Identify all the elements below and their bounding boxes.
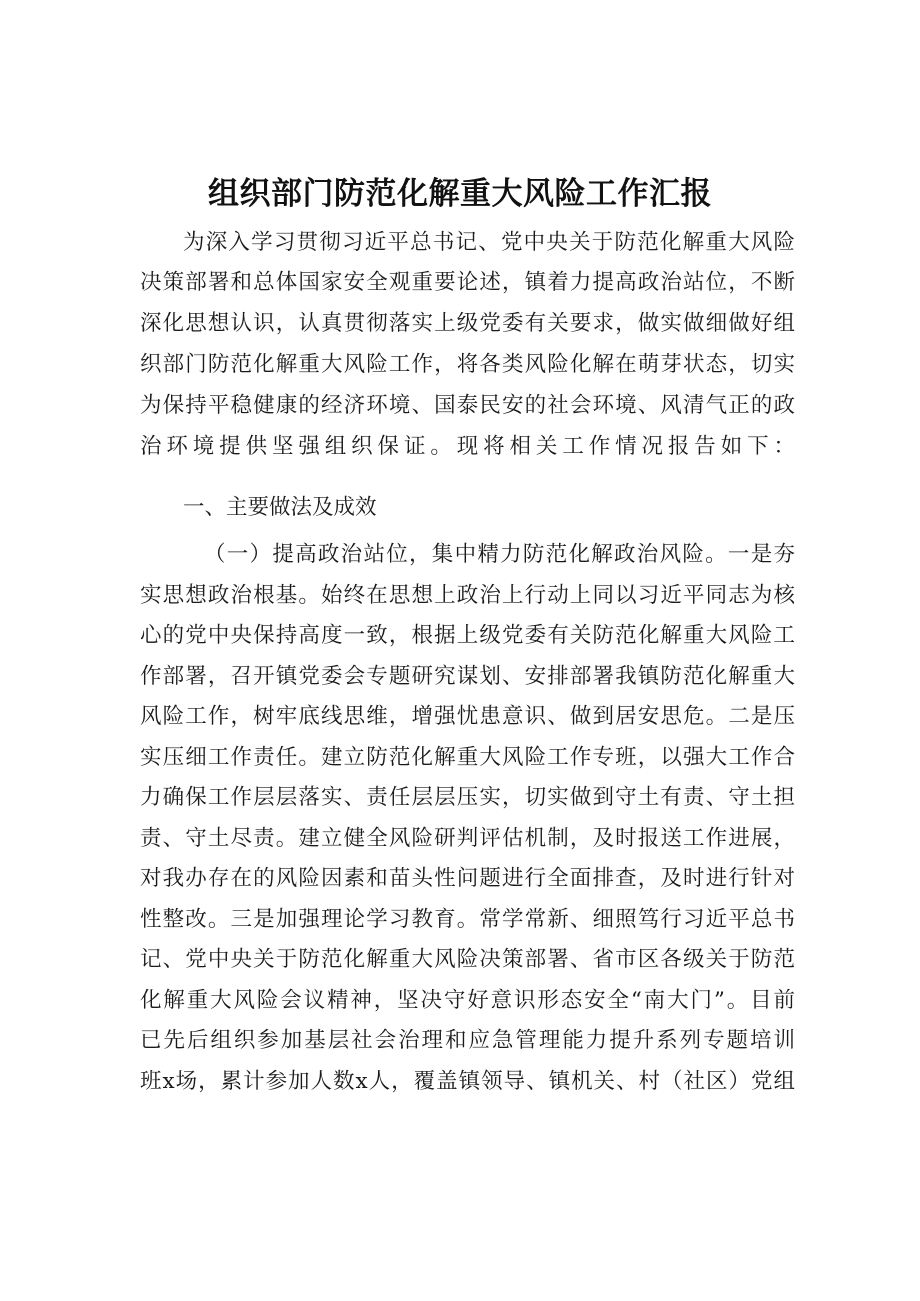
body-line-14: 班x场，累计参加人数x人，覆盖镇领导、镇机关、村（社区）党组 (140, 1069, 795, 1094)
body-line-13: 已先后组织参加基层社会治理和应急管理能力提升系列专题培训 (140, 1028, 795, 1053)
body-line-12: 化解重大风险会议精神，坚决守好意识形态安全“南大门”。目前 (140, 988, 795, 1013)
intro-line-1: 为深入学习贯彻习近平总书记、党中央关于防范化解重大风险 (183, 230, 795, 255)
body-line-7: 力确保工作层层落实、责任层层压实，切实做到守土有责、守土担 (140, 785, 795, 810)
body-line-8: 责、守土尽责。建立健全风险研判评估机制，及时报送工作进展， (140, 826, 795, 851)
intro-line-5: 为保持平稳健康的经济环境、国泰民安的社会环境、风清气正的政 (140, 393, 795, 418)
intro-line-4: 织部门防范化解重大风险工作，将各类风险化解在萌芽状态，切实 (140, 352, 795, 377)
body-line-4: 作部署，召开镇党委会专题研究谋划、安排部署我镇防范化解重大 (140, 664, 795, 689)
body-line-5: 风险工作，树牢底线思维，增强忧患意识、做到居安思危。二是压 (140, 704, 795, 729)
body-line-2: 实思想政治根基。始终在思想上政治上行动上同以习近平同志为核 (140, 583, 795, 608)
section-heading: 一、主要做法及成效 (183, 495, 377, 520)
intro-line-2: 决策部署和总体国家安全观重要论述，镇着力提高政治站位，不断 (140, 270, 795, 295)
intro-line-3: 深化思想认识，认真贯彻落实上级党委有关要求，做实做细做好组 (140, 311, 795, 336)
intro-line-6: 治环境提供坚强组织保证。现将相关工作情况报告如下： (140, 434, 795, 459)
body-line-1: （一）提高政治站位，集中精力防范化解政治风险。一是夯 (204, 542, 795, 567)
body-line-3: 心的党中央保持高度一致，根据上级党委有关防范化解重大风险工 (140, 623, 795, 648)
body-line-10: 性整改。三是加强理论学习教育。常学常新、细照笃行习近平总书 (140, 907, 795, 932)
document-title: 组织部门防范化解重大风险工作汇报 (208, 176, 712, 212)
body-line-6: 实压细工作责任。建立防范化解重大风险工作专班，以强大工作合 (140, 745, 795, 770)
body-line-11: 记、党中央关于防范化解重大风险决策部署、省市区各级关于防范 (140, 947, 795, 972)
body-line-9: 对我办存在的风险因素和苗头性问题进行全面排查，及时进行针对 (140, 866, 795, 891)
